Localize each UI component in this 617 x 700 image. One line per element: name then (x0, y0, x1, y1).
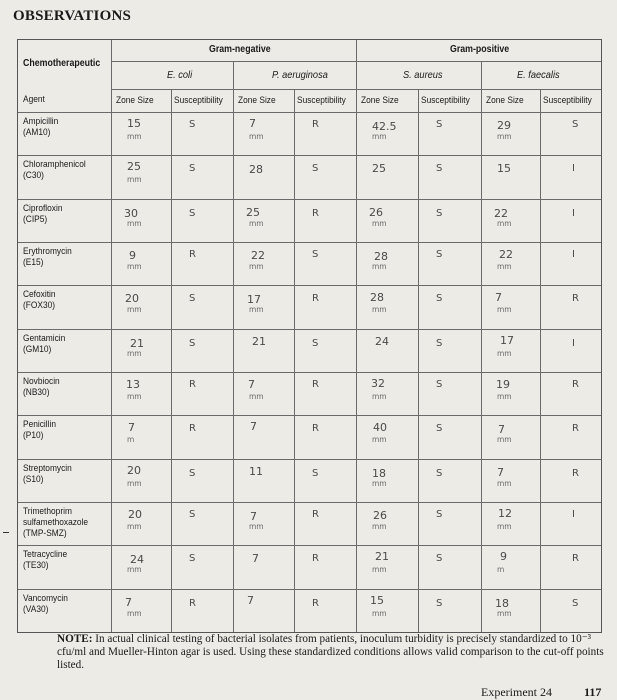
zone-size-value: 21 (375, 550, 389, 563)
column-divider-line (356, 40, 357, 632)
zone-size-value: 15 (497, 162, 511, 175)
susceptibility-value: R (572, 468, 579, 479)
zone-size-value: 13 (126, 378, 140, 391)
zone-size-value: 19 (496, 378, 510, 391)
susceptibility-value: S (189, 208, 196, 219)
susceptibility-value: R (312, 423, 319, 434)
note-paragraph (57, 633, 605, 672)
zone-unit: mm (127, 262, 142, 271)
zone-size-value: 25 (127, 160, 141, 173)
zone-unit: mm (127, 522, 142, 531)
zone-size-value: 7 (249, 117, 256, 130)
agent-name: Erythromycin (23, 246, 72, 257)
zone-unit: mm (127, 305, 142, 314)
agent-name: Chloramphenicol (23, 159, 86, 170)
zone-size-value: 7 (125, 596, 132, 609)
chemotherapeutic-header: Chemotherapeutic (23, 58, 101, 69)
zone-size-value: 7 (252, 552, 259, 565)
zone-size-value: 17 (247, 293, 261, 306)
zone-size-value: 17 (500, 334, 514, 347)
row-divider-line (18, 329, 601, 330)
row-divider-line (18, 459, 601, 460)
susceptibility-value: S (189, 553, 196, 564)
zone-size-value: 15 (127, 117, 141, 130)
zone-size-value: 28 (249, 163, 263, 176)
footer-page-number: 117 (584, 685, 602, 699)
agent-name: Ampicillin (23, 116, 59, 127)
susceptibility-value: R (312, 553, 319, 564)
row-divider-line (18, 199, 601, 200)
zone-unit: mm (249, 392, 264, 401)
agent-name: (C30) (23, 170, 44, 181)
zone-unit: mm (497, 522, 512, 531)
zone-unit: mm (497, 479, 512, 488)
agent-name: (NB30) (23, 387, 50, 398)
zone-unit: mm (497, 392, 512, 401)
header-divider-line (18, 112, 601, 113)
zone-size-header: Zone Size (486, 95, 524, 106)
agent-name: Streptomycin (23, 463, 72, 474)
organism-header: P. aeruginosa (272, 69, 328, 81)
zone-size-value: 21 (252, 335, 266, 348)
row-divider-line (18, 372, 601, 373)
zone-size-value: 40 (373, 421, 387, 434)
susceptibility-value: S (436, 293, 443, 304)
zone-size-value: 25 (372, 162, 386, 175)
susceptibility-value: R (572, 379, 579, 390)
zone-size-value: 18 (495, 597, 509, 610)
note-label: NOTE: (57, 633, 93, 645)
agent-name: Penicillin (23, 419, 56, 430)
susceptibility-value: I (572, 249, 575, 260)
susceptibility-value: R (312, 598, 319, 609)
organism-header: E. coli (167, 69, 193, 81)
zone-unit: mm (372, 522, 387, 531)
susceptibility-value: R (189, 379, 196, 390)
zone-size-value: 42.5 (372, 120, 397, 133)
zone-size-value: 7 (250, 420, 257, 433)
zone-size-value: 21 (130, 337, 144, 350)
zone-size-value: 30 (124, 207, 138, 220)
column-divider-line (111, 40, 112, 632)
zone-size-value: 22 (499, 248, 513, 261)
zone-unit: mm (372, 305, 387, 314)
zone-size-header: Zone Size (238, 95, 276, 106)
agent-name: Ciprofloxin (23, 203, 63, 214)
observations-heading: OBSERVATIONS (13, 8, 132, 24)
susceptibility-value: S (189, 338, 196, 349)
zone-unit: mm (249, 132, 264, 141)
susceptibility-value: R (189, 598, 196, 609)
zone-size-value: 28 (370, 291, 384, 304)
susceptibility-value: R (312, 208, 319, 219)
susceptibility-value: S (436, 598, 443, 609)
zone-size-value: 12 (498, 507, 512, 520)
susceptibility-value: S (436, 379, 443, 390)
zone-unit: mm (127, 565, 142, 574)
susceptibility-value: S (436, 553, 443, 564)
zone-size-value: 7 (248, 378, 255, 391)
susceptibility-value: S (312, 163, 319, 174)
zone-size-value: 20 (127, 464, 141, 477)
susceptibility-header: Susceptibility (174, 95, 223, 106)
note-text: In actual clinical testing of bacterial isolates from patients, inoculum turbidity is precisely standardized to 10⁻³ cfu/ml and Mueller-Hinton agar is used. Using these standardized conditions allows valid comparison to the cut-off points listed. (57, 633, 604, 671)
agent-name: Trimethoprim (23, 506, 72, 517)
susceptibility-value: I (572, 338, 575, 349)
zone-unit: mm (372, 565, 387, 574)
column-divider-line (481, 61, 482, 632)
susceptibility-value: S (189, 509, 196, 520)
zone-unit: mm (249, 305, 264, 314)
zone-size-value: 9 (500, 550, 507, 563)
agent-name: Vancomycin (23, 593, 68, 604)
agent-name: (AM10) (23, 127, 51, 138)
zone-size-value: 22 (251, 249, 265, 262)
susceptibility-value: R (312, 509, 319, 520)
zone-size-value: 11 (249, 465, 263, 478)
zone-unit: mm (497, 132, 512, 141)
row-divider-line (18, 155, 601, 156)
agent-name: (P10) (23, 430, 44, 441)
susceptibility-value: S (312, 468, 319, 479)
agent-name: sulfamethoxazole (23, 517, 89, 528)
susceptibility-value: R (312, 379, 319, 390)
zone-unit: mm (372, 392, 387, 401)
agent-name: (FOX30) (23, 300, 56, 311)
zone-size-value: 26 (373, 509, 387, 522)
susceptibility-value: S (189, 163, 196, 174)
susceptibility-value: I (572, 509, 575, 520)
zone-size-value: 22 (494, 207, 508, 220)
susceptibility-value: S (436, 423, 443, 434)
zone-unit: mm (372, 219, 387, 228)
zone-unit: mm (497, 609, 512, 618)
column-divider-line (171, 89, 172, 632)
zone-size-value: 7 (498, 423, 505, 436)
row-divider-line (18, 545, 601, 546)
zone-unit: mm (127, 349, 142, 358)
zone-size-value: 25 (246, 206, 260, 219)
susceptibility-value: S (436, 119, 443, 130)
susceptibility-value: S (436, 208, 443, 219)
susceptibility-value: R (572, 553, 579, 564)
zone-unit: mm (249, 522, 264, 531)
agent-header: Agent (23, 94, 45, 105)
observations-table (17, 39, 602, 633)
susceptibility-value: S (436, 509, 443, 520)
zone-unit: mm (372, 609, 387, 618)
susceptibility-value: S (436, 468, 443, 479)
agent-name: Cefoxitin (23, 289, 56, 300)
agent-name: Novbiocin (23, 376, 60, 387)
susceptibility-value: R (572, 423, 579, 434)
margin-mark (3, 532, 9, 533)
zone-unit: mm (497, 305, 512, 314)
zone-unit: mm (127, 479, 142, 488)
susceptibility-header: Susceptibility (543, 95, 592, 106)
agent-name: (CIP5) (23, 214, 48, 225)
zone-unit: mm (497, 349, 512, 358)
agent-name: (TMP-SMZ) (23, 528, 67, 539)
zone-unit: mm (497, 219, 512, 228)
column-divider-line (233, 61, 234, 632)
susceptibility-value: S (189, 293, 196, 304)
agent-name: (E15) (23, 257, 44, 268)
susceptibility-value: S (572, 119, 579, 130)
zone-size-value: 20 (128, 508, 142, 521)
susceptibility-value: S (436, 249, 443, 260)
column-divider-line (540, 89, 541, 632)
zone-size-value: 20 (125, 292, 139, 305)
zone-size-header: Zone Size (361, 95, 399, 106)
agent-name: (VA30) (23, 604, 49, 615)
zone-unit: m (497, 565, 505, 574)
gram-positive-header: Gram-positive (450, 44, 510, 55)
susceptibility-header: Susceptibility (421, 95, 470, 106)
zone-unit: mm (372, 132, 387, 141)
zone-unit: m (127, 435, 135, 444)
zone-unit: mm (249, 262, 264, 271)
zone-size-value: 7 (497, 466, 504, 479)
susceptibility-value: R (312, 119, 319, 130)
zone-size-value: 7 (128, 421, 135, 434)
susceptibility-value: S (189, 119, 196, 130)
susceptibility-value: S (312, 338, 319, 349)
row-divider-line (18, 502, 601, 503)
row-divider-line (18, 285, 601, 286)
zone-size-value: 28 (374, 250, 388, 263)
organism-header: E. faecalis (517, 69, 560, 81)
agent-name: (GM10) (23, 344, 52, 355)
footer-experiment: Experiment 24 (481, 685, 552, 699)
susceptibility-value: R (189, 423, 196, 434)
organism-header: S. aureus (403, 69, 443, 81)
zone-unit: mm (372, 479, 387, 488)
zone-size-header: Zone Size (116, 95, 154, 106)
susceptibility-value: R (312, 293, 319, 304)
zone-size-value: 15 (370, 594, 384, 607)
zone-size-value: 29 (497, 119, 511, 132)
zone-size-value: 9 (129, 249, 136, 262)
agent-name: (TE30) (23, 560, 49, 571)
row-divider-line (18, 415, 601, 416)
susceptibility-value: I (572, 208, 575, 219)
zone-unit: mm (497, 262, 512, 271)
zone-size-value: 24 (130, 553, 144, 566)
susceptibility-value: S (312, 249, 319, 260)
zone-unit: mm (372, 262, 387, 271)
zone-size-value: 18 (372, 467, 386, 480)
zone-size-value: 26 (369, 206, 383, 219)
zone-unit: mm (372, 435, 387, 444)
susceptibility-value: S (189, 468, 196, 479)
susceptibility-value: I (572, 163, 575, 174)
susceptibility-header: Susceptibility (297, 95, 346, 106)
zone-unit: mm (249, 219, 264, 228)
zone-unit: mm (127, 609, 142, 618)
susceptibility-value: S (436, 163, 443, 174)
susceptibility-value: R (572, 293, 579, 304)
zone-unit: mm (127, 219, 142, 228)
zone-size-value: 7 (495, 291, 502, 304)
susceptibility-value: R (189, 249, 196, 260)
row-divider-line (18, 242, 601, 243)
zone-unit: mm (127, 392, 142, 401)
zone-unit: mm (127, 175, 142, 184)
zone-unit: mm (497, 435, 512, 444)
susceptibility-value: S (436, 338, 443, 349)
zone-size-value: 7 (250, 510, 257, 523)
susceptibility-value: S (572, 598, 579, 609)
agent-name: Gentamicin (23, 333, 66, 344)
gram-negative-header: Gram-negative (209, 44, 271, 55)
row-divider-line (18, 589, 601, 590)
column-divider-line (418, 89, 419, 632)
agent-name: (S10) (23, 474, 44, 485)
agent-name: Tetracycline (23, 549, 68, 560)
zone-size-value: 24 (375, 335, 389, 348)
zone-size-value: 7 (247, 594, 254, 607)
column-divider-line (294, 89, 295, 632)
zone-unit: mm (127, 132, 142, 141)
zone-size-value: 32 (371, 377, 385, 390)
